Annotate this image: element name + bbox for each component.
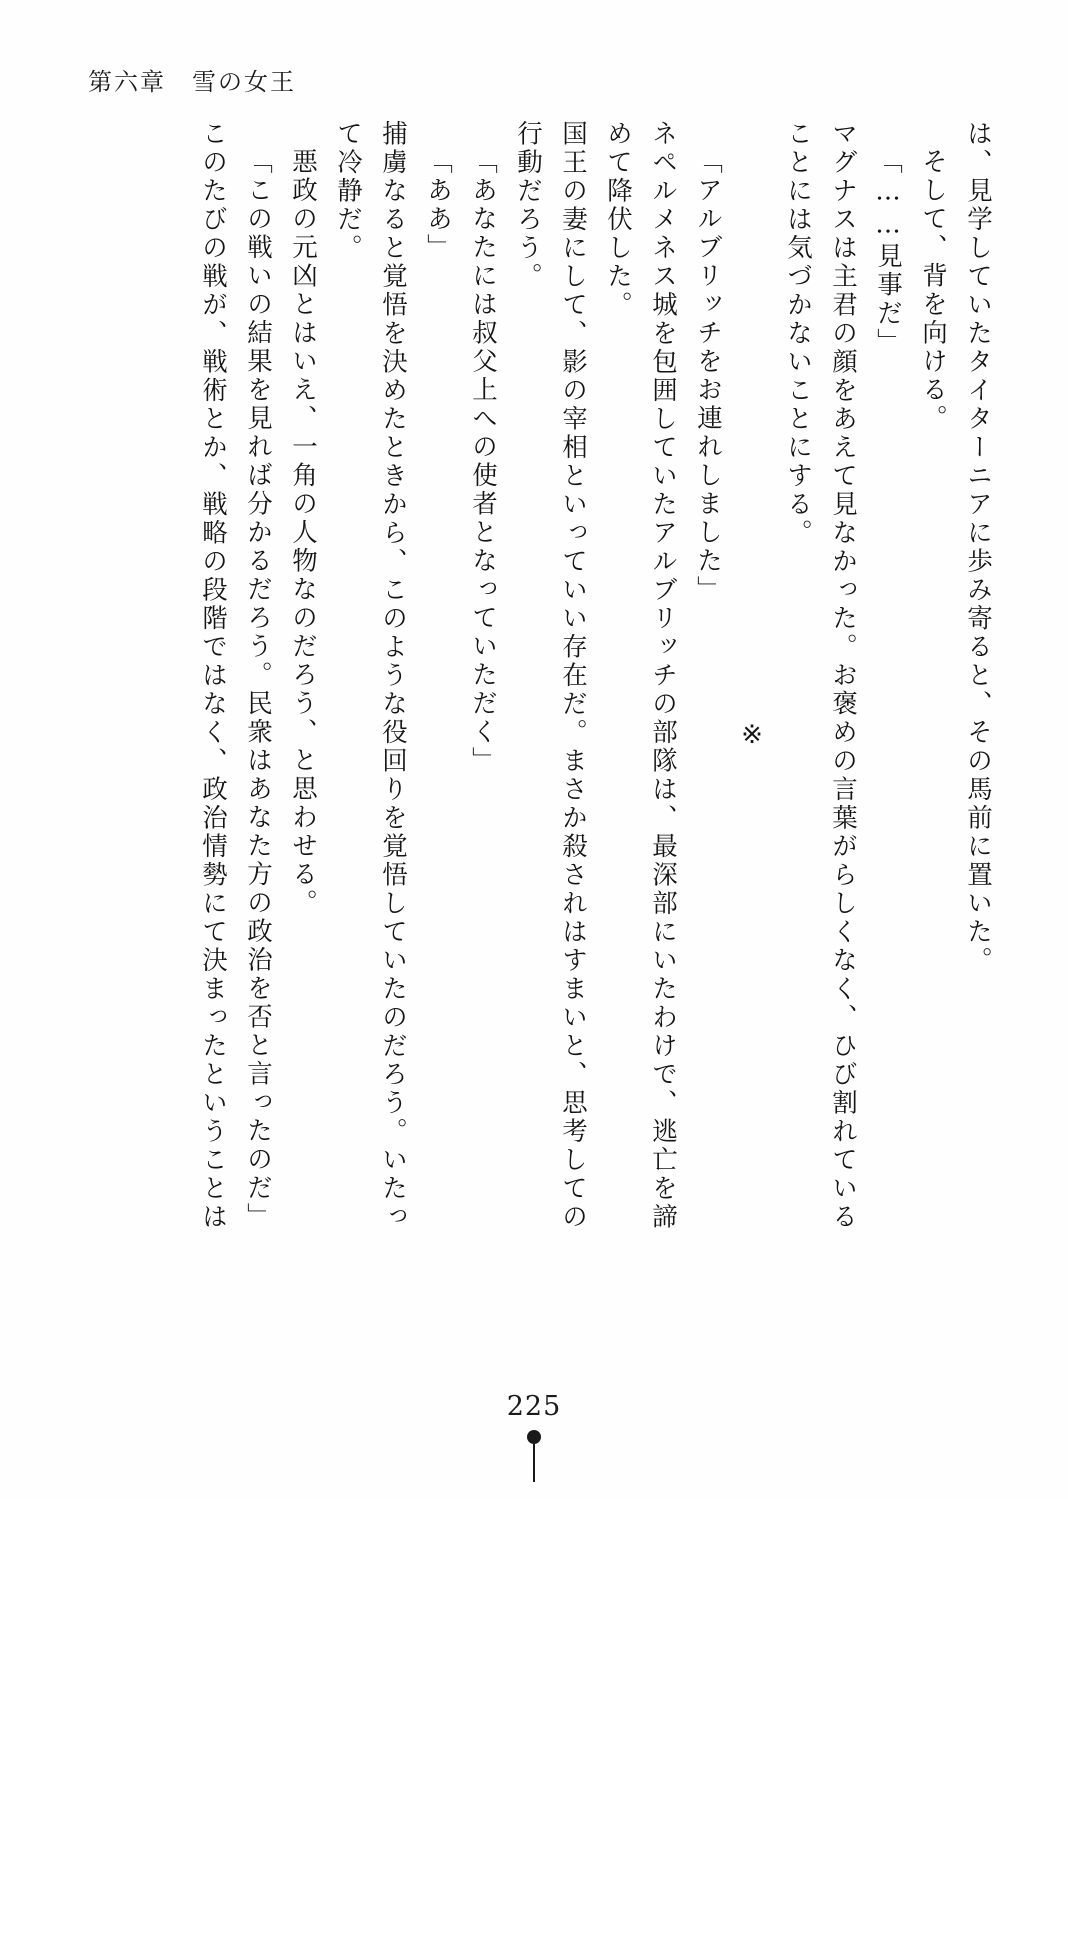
text-column: 「あなたには叔父上への使者となっていただく」 <box>468 148 498 775</box>
text-column: マグナスは主君の顔をあえて見なかった。お褒めの言葉がらしくなく、ひび割れている <box>828 120 858 1232</box>
vertical-text-body <box>110 120 993 1335</box>
text-column: めて降伏した。 <box>603 120 633 320</box>
page-number: 225 <box>506 1391 562 1422</box>
text-column: て冷静だ。 <box>333 120 363 263</box>
text-column: そして、背を向ける。 <box>918 148 948 433</box>
text-column: 「……見事だ」 <box>873 148 903 357</box>
text-column: は、見学していたタイターニアに歩み寄ると、その馬前に置いた。 <box>963 120 993 975</box>
text-column: ネペルメネス城を包囲していたアルブリッチの部隊は、最深部にいたわけで、逃亡を諦 <box>648 120 678 1232</box>
pin-ornament-icon <box>527 1430 541 1482</box>
text-column: 「ああ」 <box>423 148 453 262</box>
text-column: 「アルブリッチをお連れしました」 <box>693 148 723 604</box>
text-column: 「この戦いの結果を見れば分かるだろう。民衆はあなた方の政治を否と言ったのだ」 <box>243 148 273 1231</box>
text-column: ことには気づかないことにする。 <box>783 120 813 548</box>
text-column: 国王の妻にして、影の宰相といっていい存在だ。まさか殺されはすまいと、思考しての <box>558 120 588 1232</box>
text-column: このたびの戦が、戦術とか、戦略の段階ではなく、政治情勢にて決まったということは <box>198 120 228 1232</box>
text-column: 行動だろう。 <box>513 120 543 291</box>
text-column: 悪政の元凶とはいえ、一角の人物なのだろう、と思わせる。 <box>288 148 318 918</box>
section-break-mark: ※ <box>737 720 767 753</box>
running-head-chapter-title: 第六章 雪の女王 <box>88 68 296 96</box>
text-column: 捕虜なると覚悟を決めたときから、このような役回りを覚悟していたのだろう。いたっ <box>378 120 408 1232</box>
